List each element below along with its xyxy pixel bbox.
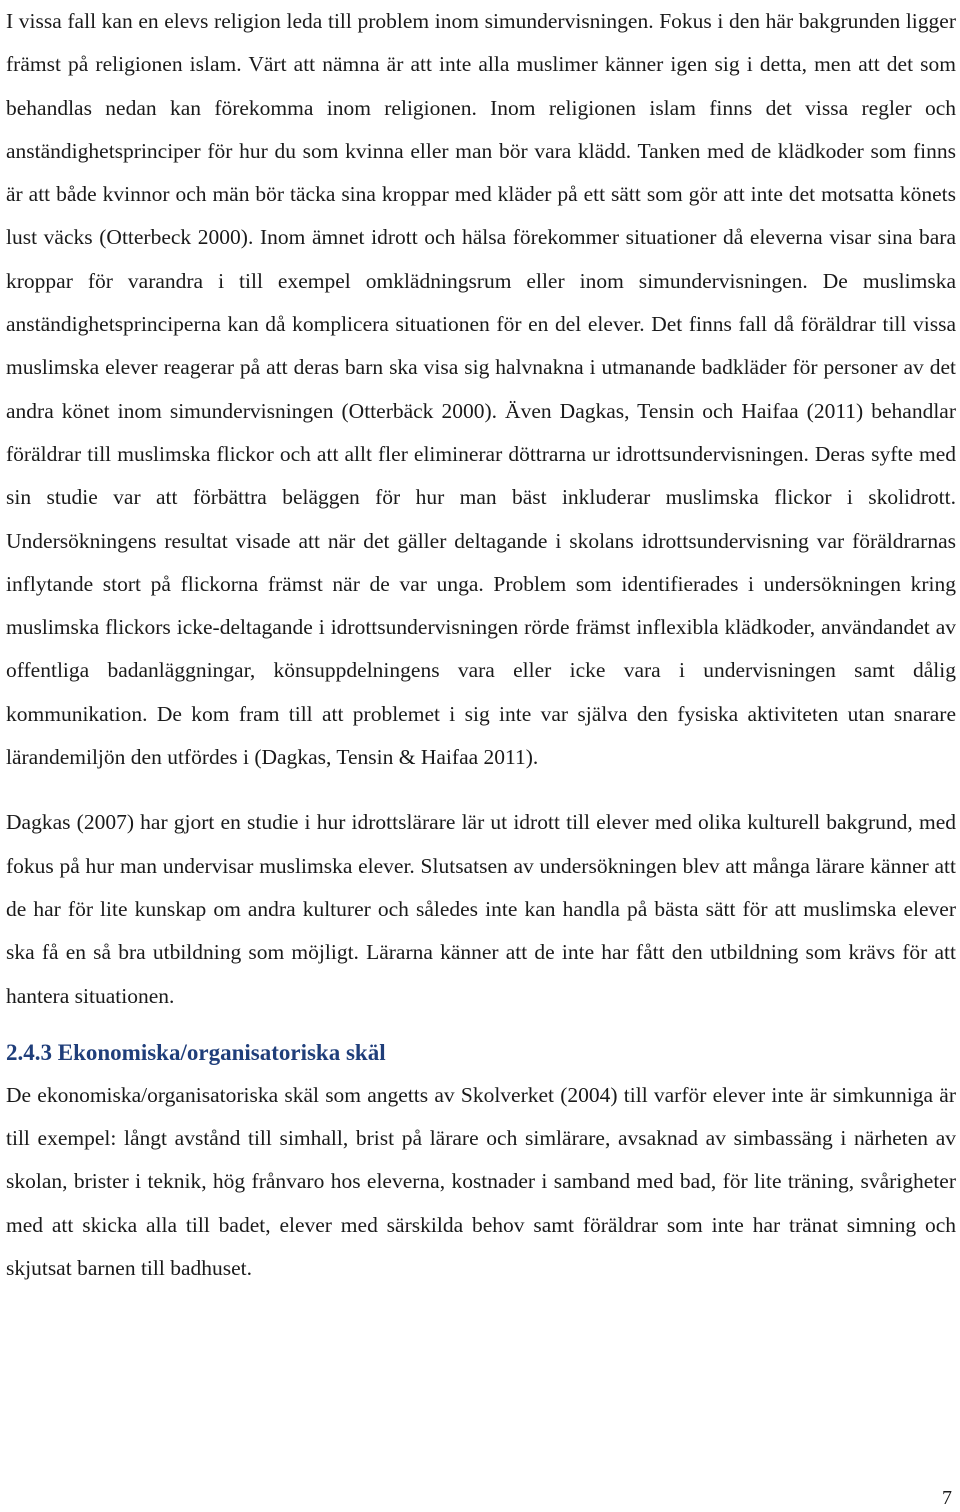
paragraph-economic-reasons: De ekonomiska/organisatoriska skäl som angetts av Skolverket (2004) till varför elever inte är simkunniga är till exempel: långt avstånd till simhall, brist på lärare och simlärare, avsaknad av simbassäng i närheten av skolan, brister i teknik, hög frånvaro hos eleverna, kostnader i samband med bad, för lite träning, svårigheter med att skicka alla till badet, elever med särskilda behov samt föräldrar som inte har tränat simning och skjutsat barnen till badhuset.	[6, 1082, 956, 1281]
section-heading: 2.4.3 Ekonomiska/organisatoriska skäl	[6, 1039, 386, 1065]
document-page	[6, 0, 956, 1290]
page-number: 7	[942, 1487, 952, 1509]
paragraph-dagkas-2007: Dagkas (2007) har gjort en studie i hur idrottslärare lär ut idrott till elever med olika kulturell bakgrund, med fokus på hur man undervisar muslimska elever. Slutsatsen av undersökningen blev att många lärare känner att de har för lite kunskap om andra kulturer och således inte kan handla på bästa sätt för att muslimska elever ska få en så bra utbildning som möjligt. Lärarna känner att de inte har fått den utbildning som krävs för att hantera situationen.	[6, 810, 956, 1008]
paragraph-religion-islam: I vissa fall kan en elevs religion leda till problem inom simundervisningen. Fokus i den här bakgrunden ligger främst på religionen islam. Värt att nämna är att inte alla muslimer känner igen sig i detta, men att det som behandlas nedan kan förekomma inom religionen. Inom religionen islam finns det vissa regler och anständighetsprinciper för hur du som kvinna eller man bör vara klädd. Tanken med de klädkoder som finns är att både kvinnor och män bör täcka sina kroppar med kläder på ett sätt som gör att inte det motsatta könets lust väcks (Otterbeck 2000). Inom ämnet idrott och hälsa förekommer situationer då eleverna visar sina bara kroppar för varandra i till exempel omklädningsrum eller inom simundervisningen. De muslimska anständighetsprinciperna kan då komplicera situationen för en del elever. Det finns fall då föräldrar till vissa muslimska elever reagerar på att deras barn ska visa sig halvnakna i utmanande badkläder för personer av det andra könet inom simundervisningen (Otterbäck 2000). Även Dagkas, Tensin och Haifaa (2011) behandlar föräldrar till muslimska flickor och att allt fler eliminerar döttrarna ur idrottsundervisningen. Deras syfte med sin studie var att förbättra beläggen för hur man bäst inkluderar muslimska flickor i skolidrott. Undersökningens resultat visade att när det gäller deltagande i skolans idrottsundervisning var föräldrarnas inflytande stort på flickorna främst när de var unga. Problem som identifierades i undersökningen kring muslimska flickors icke-deltagande i idrottsundervisningen rörde främst inflexibla klädkoder, användandet av offentliga badanläggningar, könsuppdelningens vara eller icke vara i undervisningen samt dålig kommunikation. De kom fram till att problemet i sig inte var själva den fysiska aktiviteten utan snarare lärandemiljön den utfördes i (Dagkas, Tensin & Haifaa 2011).	[6, 9, 956, 770]
